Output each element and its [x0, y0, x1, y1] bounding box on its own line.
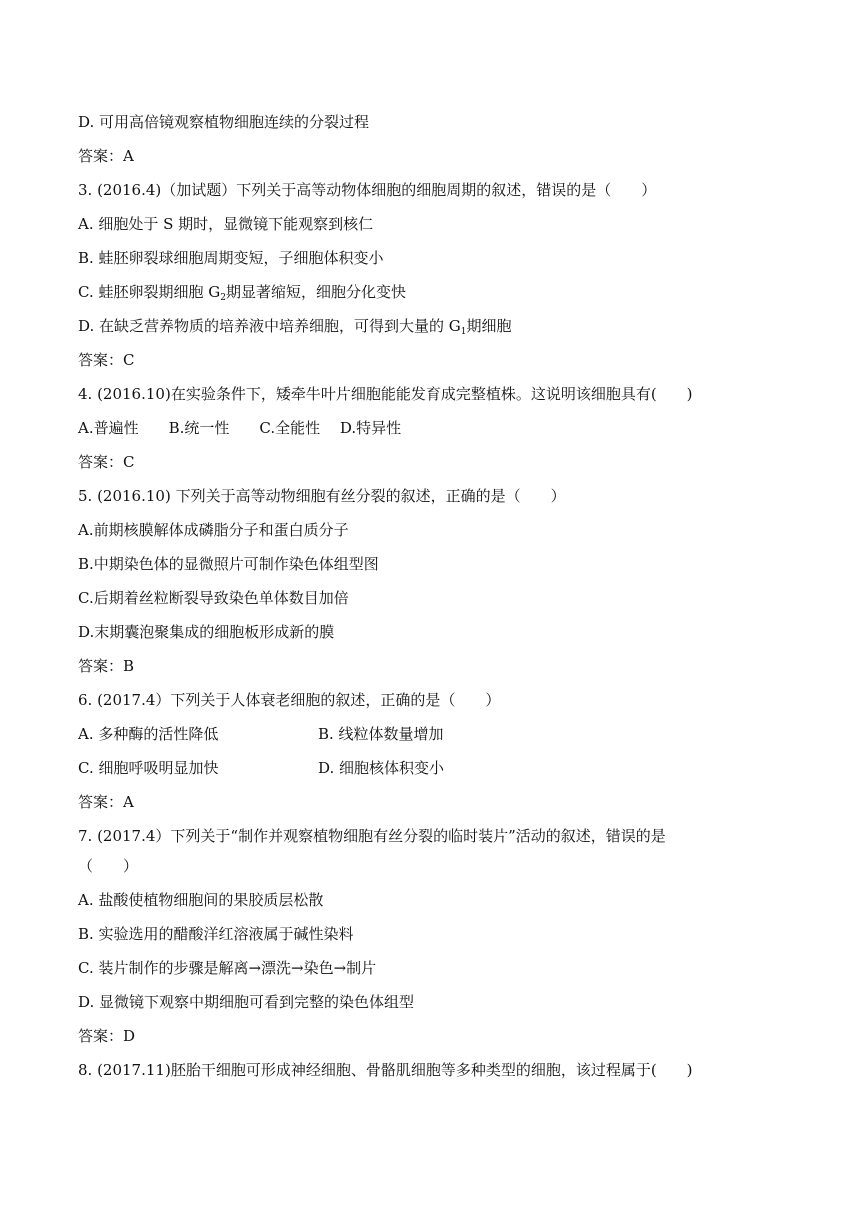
options-cd-q6 [78, 758, 444, 778]
question-5: 5. (2016.10) 下列关于高等动物细胞有丝分裂的叙述，正确的是（ ） [78, 487, 566, 505]
option-d-q5: D.末期囊泡聚集成的细胞板形成新的膜 [78, 623, 335, 641]
option-d-q6: D. 细胞核体积变小 [318, 759, 445, 777]
answer-q6: 答案：A [78, 793, 134, 811]
answer-q3: 答案：C [78, 351, 135, 369]
option-c-q3-rest: 期显著缩短，细胞分化变快 [225, 283, 406, 301]
option-d-q3-text: D. 在缺乏营养物质的培养液中培养细胞，可得到大量的 G [78, 317, 461, 335]
option-c-q7: C. 装片制作的步骤是解离→漂洗→染色→制片 [78, 959, 377, 977]
option-c-q3 [78, 282, 406, 308]
answer-q4: 答案：C [78, 453, 135, 471]
option-d-q3 [78, 316, 512, 342]
option-b-q5: B.中期染色体的显微照片可制作染色体组型图 [78, 555, 379, 573]
subscript-1: 1 [460, 327, 467, 337]
option-d-q3-rest: 期细胞 [466, 317, 512, 335]
option-a-q6: A. 多种酶的活性降低 [78, 725, 219, 743]
option-c-q5: C.后期着丝粒断裂导致染色单体数目加倍 [78, 589, 349, 607]
question-7: 7. (2017.4）下列关于“制作并观察植物细胞有丝分裂的临时装片”活动的叙述，错误的是 [78, 827, 666, 845]
question-4: 4. (2016.10)在实验条件下，矮牵牛叶片细胞能能发育成完整植株。这说明该细胞具有( ) [78, 385, 693, 403]
option-b-q3: B. 蛙胚卵裂球细胞周期变短，子细胞体积变小 [78, 249, 384, 267]
option-d-q7: D. 显微镜下观察中期细胞可看到完整的染色体组型 [78, 993, 415, 1011]
option-b-q7: B. 实验选用的醋酸洋红溶液属于碱性染料 [78, 925, 354, 943]
options-ab-q6 [78, 724, 444, 744]
option-a-q7: A. 盐酸使植物细胞间的果胶质层松散 [78, 891, 324, 909]
option-c-q3-text: C. 蛙胚卵裂期细胞 G [78, 283, 221, 301]
answer-q5: 答案：B [78, 657, 135, 675]
answer-q2: 答案：A [78, 147, 134, 165]
option-b-q6: B. 线粒体数量增加 [318, 725, 444, 743]
question-6: 6. (2017.4）下列关于人体衰老细胞的叙述，正确的是（ ） [78, 691, 501, 709]
option-c-q6: C. 细胞呼吸明显加快 [78, 759, 219, 777]
option-a-q3: A. 细胞处于 S 期时，显微镜下能观察到核仁 [78, 215, 374, 233]
answer-q7: 答案：D [78, 1027, 136, 1045]
option-a-q5: A.前期核膜解体成磷脂分子和蛋白质分子 [78, 521, 349, 539]
question-8: 8. (2017.11)胚胎干细胞可形成神经细胞、骨骼肌细胞等多种类型的细胞，该过程属于( ) [78, 1061, 693, 1079]
question-7-bracket: （ ） [78, 857, 139, 875]
options-q4: A.普遍性 B.统一性 C.全能性 D.特异性 [78, 419, 402, 437]
subscript-2: 2 [220, 293, 226, 303]
question-3: 3. (2016.4)（加试题）下列关于高等动物体细胞的细胞周期的叙述，错误的是（ ） [78, 181, 657, 199]
option-d-q2: D. 可用高倍镜观察植物细胞连续的分裂过程 [78, 113, 370, 131]
